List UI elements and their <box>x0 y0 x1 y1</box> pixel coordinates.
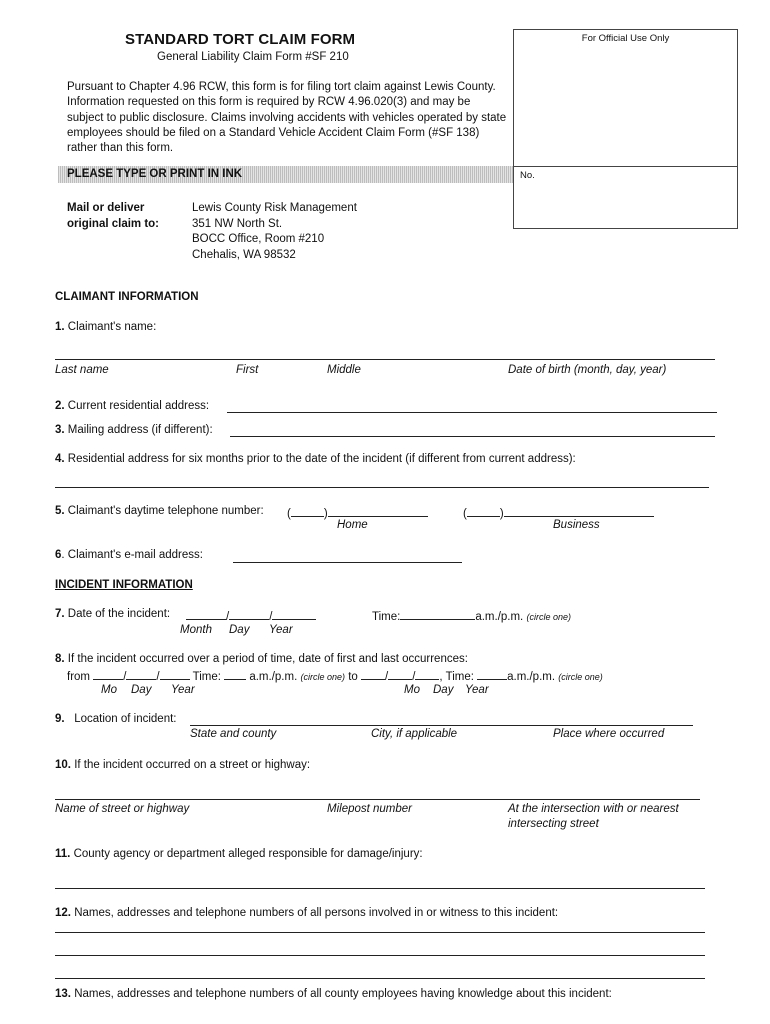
q4-number: 4. <box>55 453 65 465</box>
first-name-label: First <box>236 364 259 376</box>
q5-number: 5. <box>55 505 65 517</box>
q4-label <box>55 453 576 465</box>
agency-field[interactable] <box>55 888 705 889</box>
q3-number: 3. <box>55 424 65 436</box>
mo-label: Mo <box>404 684 420 696</box>
q13-label <box>55 988 612 1000</box>
year-label: Year <box>465 684 489 696</box>
intro-paragraph: Pursuant to Chapter 4.96 RCW, this form is for filing tort claim against Lewis County. Information requested on this form is required by RCW 4.96.020(3) and may be subject to public disclosure. Claims involving accidents with vehicles operated by state employees should be filed on a Standard Vehicle Accident Claim Form (#SF 138) rather than this form. <box>67 81 507 155</box>
mail-label: Mail or deliver original claim to: <box>67 202 160 230</box>
business-label: Business <box>553 519 600 531</box>
milepost-label: Milepost number <box>327 803 413 815</box>
q1-number: 1. <box>55 321 65 333</box>
claimant-name-field[interactable] <box>55 359 715 360</box>
official-use-box <box>513 29 738 229</box>
mo-label: Mo <box>101 684 117 696</box>
from-label: from <box>67 671 90 683</box>
q11-number: 11. <box>55 848 71 860</box>
circle-one-label: (circle one) <box>300 672 345 682</box>
q7-label <box>55 608 170 620</box>
mail-address-line: BOCC Office, Room #210 <box>192 233 325 245</box>
q11-label <box>55 848 423 860</box>
banner-text: PLEASE TYPE OR PRINT IN INK <box>67 168 243 180</box>
time-label: Time: <box>192 671 221 683</box>
q2-text: Current residential address: <box>67 400 210 412</box>
q12-label <box>55 907 558 919</box>
official-divider <box>514 166 737 167</box>
day-label: Day <box>433 684 454 696</box>
dob-label: Date of birth (month, day, year) <box>508 364 667 376</box>
mailing-address-field[interactable] <box>230 436 715 437</box>
mail-address-line: Chehalis, WA 98532 <box>192 248 296 261</box>
mail-address-line: 351 NW North St. <box>192 217 283 230</box>
q2-label <box>55 400 209 412</box>
day-label: Day <box>229 624 250 636</box>
year-label: Year <box>269 624 293 636</box>
prior-address-field[interactable] <box>55 487 709 488</box>
q11-text: County agency or department alleged responsible for damage/injury: <box>73 848 423 860</box>
middle-name-label: Middle <box>327 364 361 376</box>
q5-label <box>55 505 264 517</box>
year-label: Year <box>171 684 195 696</box>
q6-text: . Claimant's e-mail address: <box>61 549 203 561</box>
q13-number: 13. <box>55 988 71 1000</box>
q12-text: Names, addresses and telephone numbers of all persons involved in or witness to this incident: <box>74 907 559 919</box>
q9-text: Location of incident: <box>74 713 177 725</box>
street-field[interactable] <box>55 799 700 800</box>
q3-label <box>55 424 213 436</box>
q10-text: If the incident occurred on a street or highway: <box>74 759 311 771</box>
print-instruction-banner <box>58 166 513 183</box>
witness-field-line[interactable] <box>55 955 705 956</box>
mail-address <box>192 201 357 263</box>
q13-text: Names, addresses and telephone numbers of all county employees having knowledge about this incident: <box>74 988 612 1000</box>
incident-time-field[interactable] <box>372 608 571 623</box>
residential-address-field[interactable] <box>227 412 717 413</box>
circle-one-label: (circle one) <box>558 672 603 682</box>
business-phone-field[interactable]: ( ) <box>463 505 654 520</box>
q6-label <box>55 549 203 561</box>
q4-text: Residential address for six months prior to the date of the incident (if different from current address): <box>67 453 576 465</box>
q10-number: 10. <box>55 759 71 771</box>
q5-text: Claimant's daytime telephone number: <box>67 505 264 517</box>
location-field[interactable] <box>190 725 693 726</box>
official-number-label: No. <box>520 170 535 181</box>
home-label: Home <box>337 519 368 531</box>
month-label: Month <box>180 624 212 636</box>
q1-label <box>55 321 156 333</box>
occurrence-range-field[interactable]: from / / Time: a.m./p.m. (circle one) to / / , Time: a.m./p.m. (circle one) <box>67 668 603 683</box>
incident-heading: INCIDENT INFORMATION <box>55 579 193 591</box>
last-name-label: Last name <box>55 364 109 376</box>
witness-field-line[interactable] <box>55 932 705 933</box>
city-label: City, if applicable <box>371 728 458 740</box>
email-field[interactable] <box>233 562 462 563</box>
q7-number: 7. <box>55 608 65 620</box>
form-subtitle: General Liability Claim Form #SF 210 <box>157 51 349 63</box>
q8-text: If the incident occurred over a period of time, date of first and last occurrences: <box>67 653 468 665</box>
ampm-label: a.m./p.m. <box>475 611 524 623</box>
intersection-label: At the intersection with or nearest <box>508 803 679 815</box>
q3-text: Mailing address (if different): <box>67 424 213 436</box>
circle-one-label: (circle one) <box>526 612 571 622</box>
intersection-label-2: intersecting street <box>508 818 599 830</box>
mail-address-line: Lewis County Risk Management <box>192 202 357 214</box>
ampm-label: a.m./p.m. <box>249 671 298 683</box>
q9-number: 9. <box>55 713 65 725</box>
q8-label <box>55 653 468 665</box>
place-label: Place where occurred <box>553 728 665 740</box>
incident-date-field[interactable]: / / <box>186 608 316 623</box>
home-phone-field[interactable]: ( ) <box>287 505 428 520</box>
official-use-label: For Official Use Only <box>581 33 670 44</box>
witness-field-line[interactable] <box>55 978 705 979</box>
state-county-label: State and county <box>190 728 277 740</box>
time-label: Time: <box>445 671 474 683</box>
q1-text: Claimant's name: <box>67 321 157 333</box>
q7-text: Date of the incident: <box>67 608 171 620</box>
time-label: Time: <box>372 611 401 623</box>
form-title: STANDARD TORT CLAIM FORM <box>125 31 356 48</box>
to-label: to <box>348 671 358 683</box>
q6-number: 6 <box>55 549 62 561</box>
day-label: Day <box>131 684 152 696</box>
ampm-label: a.m./p.m. <box>507 671 556 683</box>
street-name-label: Name of street or highway <box>55 803 190 815</box>
q12-number: 12. <box>55 907 71 919</box>
q8-number: 8. <box>55 653 65 665</box>
q2-number: 2. <box>55 400 65 412</box>
q10-label <box>55 759 310 771</box>
q9-label <box>55 713 176 725</box>
claimant-heading: CLAIMANT INFORMATION <box>55 291 199 303</box>
